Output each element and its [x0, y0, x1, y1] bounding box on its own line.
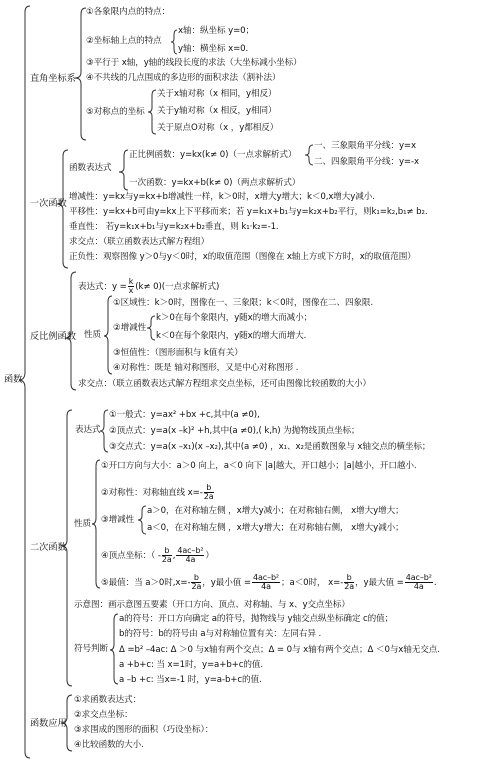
quad-nature-label: 性质: [74, 519, 91, 529]
inverse-expr-label: 表达式：: [78, 282, 112, 292]
linear-expr-label: 函数表达式: [69, 163, 112, 173]
quad-vertex-label: ④顶点坐标：（ -: [101, 551, 161, 561]
inverse-expr-y: y =: [111, 282, 127, 292]
quad-sign-b: b的符号：b的符号由 a与对称轴位置有关：左同右异 .: [119, 629, 322, 639]
rect-x-axis: x轴：纵坐标 y=0；: [178, 26, 255, 36]
rect-sym-3: 关于原点O对称（x ，y都相反）: [157, 123, 279, 133]
linear-direct: 正比例函数：y=kx(k≠ 0)（一点求解析式）: [129, 150, 297, 160]
quad-cross: ③交点式：y=a(x –x₁)(x –x₂),其中(a ≠0) ，x₁、x₂是函数图象与 x轴交点的横坐标；: [109, 442, 431, 452]
inverse-fraction: [128, 278, 135, 295]
rect-item-1: ①各象限内点的特点：: [86, 7, 171, 17]
app-item-4: ④比较函数的大小.: [74, 740, 144, 750]
rect-item-4: ④不共线的几点围成的多边形的面积求法（割补法）: [86, 73, 281, 83]
inverse-intersect: 求交点：（联立函数表达式解方程组求交点坐标，还可由图像比较函数的大小）: [78, 379, 371, 389]
quad-axis-fraction: [204, 484, 214, 501]
quad-extreme-frac-1: [191, 574, 201, 591]
rect-item-3: ③平行于 x轴，y轴的线段长度的求法（大坐标减小坐标）: [86, 58, 302, 68]
quad-extreme-frac-3: [344, 574, 354, 591]
quad-extreme: ⑤最值：当 a＞0时,x=- $\frac{b}{2a}$ ，y最小值 = $\frac{\text{4ac–b²}}{4a}$ ；a＜0时， x=- $\frac{b}{2a}$ ，y最大值 = $\frac{\text{4ac–b²}}{4a}$ .: [101, 573, 437, 591]
quad-extreme-label: ⑤最值：当 a＞0时,x=-: [101, 578, 191, 588]
quad-extreme-max: ，y最大值 =: [355, 578, 404, 588]
quad-vertex-frac-2: [176, 547, 204, 564]
rect-title: 直角坐标系: [30, 73, 76, 84]
inverse-expr: [78, 278, 219, 295]
app-item-3: ③求围成的图形的面积（巧设坐标）：: [74, 725, 214, 735]
quad-extreme-min: ，y最小值 =: [202, 578, 251, 588]
quad-extreme-den-1: 4a: [261, 582, 271, 591]
linear-bisector-1: 一、三象限角平分线：y=x: [314, 141, 417, 151]
quad-extreme-frac-4: [405, 574, 433, 591]
quad-extreme-den-2: 4a: [413, 582, 424, 591]
quad-axis-b: b: [204, 484, 214, 493]
app-item-2: ②求交点坐标：: [74, 710, 133, 720]
inverse-expr-tail: (k≠ 0)(一点求解析式): [135, 282, 220, 292]
inverse-mono-1: k＞0在每个象限内，y随x的增大而减小；: [156, 313, 313, 323]
inverse-mono-2: k＜0在每个象限内，y随x的增大而增大.: [156, 331, 307, 341]
quad-vertex-frac-1: [162, 547, 172, 564]
quad-sign-abc-1: a +b+c: 当 x=1时，y=a+b+c的值.: [119, 660, 264, 670]
rect-sym-1: 关于x轴对称（x 相同，y相反）: [157, 89, 277, 99]
inverse-sym: ④对称性：既是 轴对称图形，又是中心对称图形 .: [113, 363, 299, 373]
root-title: 函数: [4, 374, 23, 385]
inverse-const: ③恒值性：（图形面积与 k值有关）: [113, 348, 243, 358]
quad-mono-1: a＞0，在对称轴左侧 ，x增大y减小；在对称轴右侧， x增大y增大；: [147, 506, 404, 516]
linear-title: 一次函数: [30, 198, 67, 209]
quad-expr-label: 表达式: [75, 425, 101, 435]
quad-sign-abc-2: a –b +c: 当x=-1 时，y=a-b+c的值.: [119, 675, 262, 685]
quad-general: ①一般式：y=ax² +bx +c,其中(a ≠0),: [109, 410, 260, 420]
rect-item-5: ⑤对称点的坐标: [86, 107, 145, 117]
quad-sign-delta: Δ =b² –4ac: Δ ＞0 与x轴有两个交点；Δ = 0与 x轴有两个交点；Δ ＜0与x轴无交点.: [119, 645, 440, 655]
inverse-frac-x: x: [128, 286, 134, 295]
quad-diagram: 示意图：画示意图五要素（开口方向、顶点、对称轴、与 x、y交点坐标）: [74, 600, 350, 610]
quad-axis-2a: 2a: [203, 492, 214, 501]
quad-extreme-frac-2: [252, 574, 280, 591]
linear-positive: 正负性：观察图像 y＞0与y＜0时，x的取值范围（图像在 x轴上方或下方时，x的取值范围）: [69, 252, 416, 262]
quad-mono-label: ③增减性: [101, 515, 135, 525]
rect-sym-2: 关于y轴对称（x 相反，y相同）: [157, 106, 277, 116]
quad-vertex-b: b: [162, 547, 172, 556]
linear-intersect: 求交点：（联立函数表达式解方程组）: [69, 237, 210, 247]
quad-sign-label: 符号判断: [74, 644, 108, 654]
quad-sign-a: a的符号：开口方向确定 a的符号，抛物线与 y轴交点纵坐标确定 c的值；: [119, 614, 394, 624]
quad-vertex-coord: ④顶点坐标：（ - $\frac{b}{2a}$ , $\frac{\text{4ac–b²}}{4a}$ ）: [101, 546, 214, 564]
quad-extreme-b-2: b: [344, 574, 354, 583]
app-title: 函数应用: [30, 718, 67, 729]
quad-extreme-num-2: 4ac–b²: [405, 573, 432, 582]
linear-mono: 增减性：y=kx与y=kx+b增减性一样，k＞0时，x增大y增大；k＜0,x增大y减小.: [69, 192, 375, 202]
quad-vertex-num: 4ac–b²: [177, 546, 204, 555]
quad-vertex: ②顶点式：y=a(x –k)² +h,其中(a ≠0),( k,h) 为抛物线顶点坐标；: [109, 426, 360, 436]
rect-item-2: ②坐标轴上点的特点: [86, 36, 162, 46]
quad-extreme-num-1: 4ac–b²: [252, 573, 280, 582]
quad-vertex-2a: 2a: [161, 555, 172, 564]
linear-general: 一次函数：y=kx+b(k≠ 0)（两点求解析式）: [129, 178, 301, 188]
inverse-title: 反比例函数: [30, 331, 76, 342]
linear-bisector-2: 二、四象限角平分线：y=-x: [314, 157, 420, 167]
inverse-frac-k: k: [128, 277, 134, 286]
inverse-nature-label: 性质: [84, 330, 101, 340]
quad-extreme-neg: ；a＜0时， x=-: [281, 578, 344, 588]
quad-vertex-den: 4a: [185, 555, 196, 564]
app-item-1: ①求函数表达式：: [74, 695, 142, 705]
rect-y-axis: y轴：横坐标 x=0.: [178, 44, 249, 54]
quad-extreme-2a-2: 2a: [344, 582, 355, 591]
linear-translate: 平移性：y=kx+b可由y=kx上下平移而来；若 y=k₁x+b₁与y=k₂x+b₂平行，则k₁=k₂,b₁≠ b₂.: [69, 207, 428, 217]
linear-perp: 垂直性： 若y=k₁x+b₁与y=k₂x+b₂垂直，则 k₁·k₂=-1.: [69, 222, 279, 232]
inverse-mono-label: ②增减性: [113, 323, 147, 333]
inverse-region: ①区域性：k＞0时，图像在一、三象限；k＜0时，图像在二、四象限.: [113, 298, 374, 308]
quad-open: ①开口方向与大小：a＞0 向上，a＜0 向下 |a|越大，开口越小；|a|越小，开口越小.: [101, 461, 417, 471]
quad-extreme-2a-1: 2a: [191, 582, 202, 591]
quad-mono-2: a＜0，在对称轴左侧 ，x增大y增大；在对称轴右侧， x增大y减小；: [147, 523, 404, 533]
quad-axis: [101, 484, 215, 501]
quad-extreme-b-1: b: [191, 574, 201, 583]
quad-axis-label: ②对称性：对称轴直线 x=-: [101, 488, 203, 498]
quad-title: 二次函数: [30, 542, 67, 553]
